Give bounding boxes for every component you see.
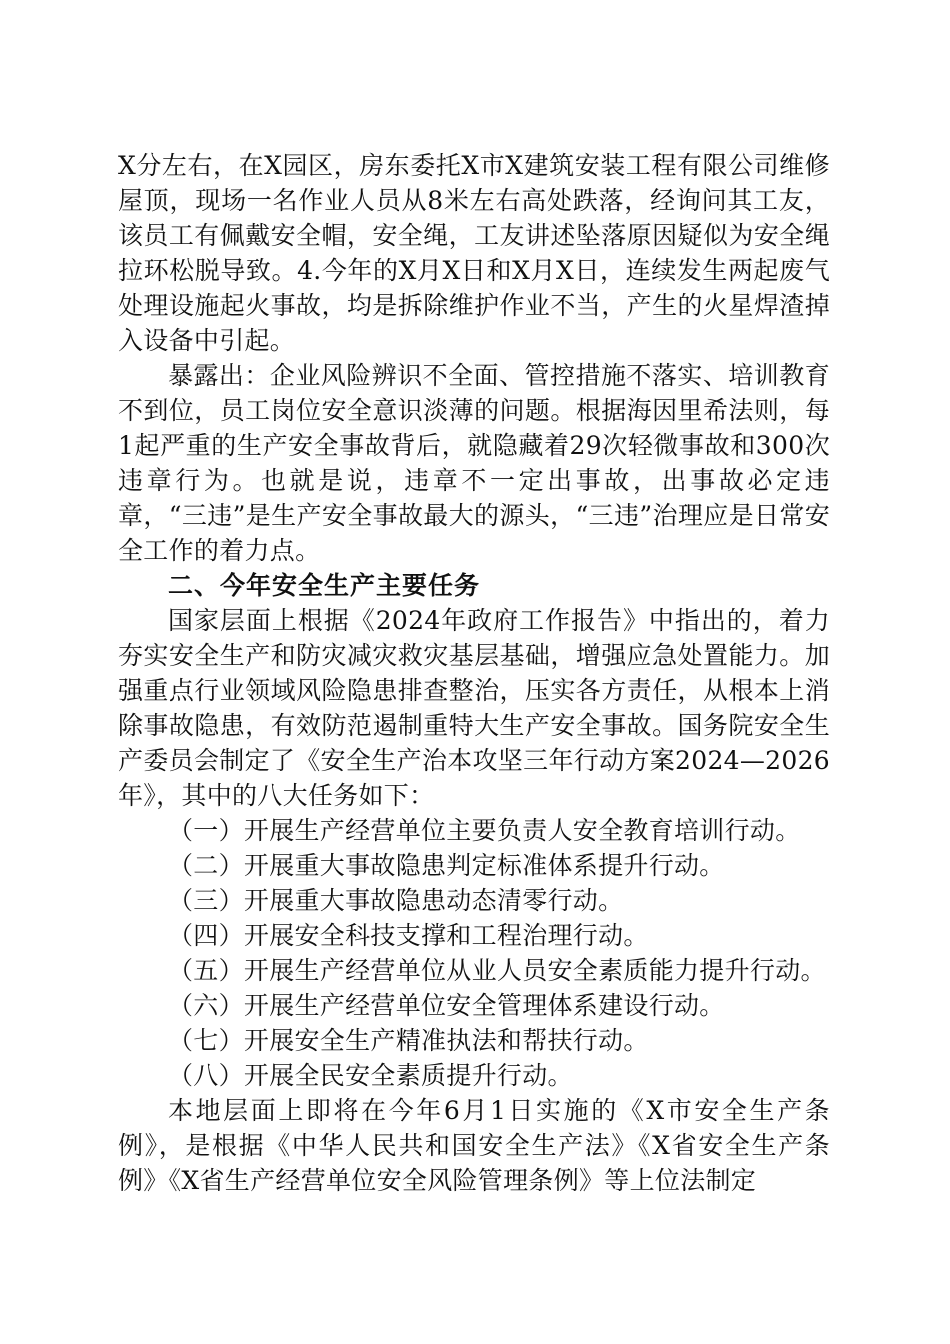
task-item-7: （七）开展安全生产精准执法和帮扶行动。 [168, 1026, 649, 1055]
document-body [118, 148, 830, 1198]
task-item-5: （五）开展生产经营单位从业人员安全素质能力提升行动。 [168, 956, 826, 985]
task-item-3: （三）开展重大事故隐患动态清零行动。 [168, 886, 624, 915]
intro-paragraph: 国家层面上根据《2024年政府工作报告》中指出的，着力夯实安全生产和防灾减灾救灾基层基础，增强应急处置能力。加强重点行业领域风险隐患排查整治，压实各方责任，从根本上消除事故隐患，有效防范遏制重特大生产安全事故。国务院安全生产委员会制定了《安全生产治本攻坚三年行动方案2024—2026年》，其中的八大任务如下： [118, 606, 830, 810]
exposure-paragraph: 暴露出：企业风险辨识不全面、管控措施不落实、培训教育不到位，员工岗位安全意识淡薄的问题。根据海因里希法则，每1起严重的生产安全事故背后，就隐藏着29次轻微事故和300次违章行为。也就是说，违章不一定出事故，出事故必定违章，“三违”是生产安全事故最大的源头，“三违”治理应是日常安全工作的着力点。 [118, 361, 831, 565]
section-heading: 二、今年安全生产主要任务 [168, 571, 481, 600]
task-item-6: （六）开展生产经营单位安全管理体系建设行动。 [168, 991, 725, 1020]
task-item-4: （四）开展安全科技支撑和工程治理行动。 [168, 921, 649, 950]
task-item-2: （二）开展重大事故隐患判定标准体系提升行动。 [168, 851, 725, 880]
closing-paragraph: 本地层面上即将在今年6月1日实施的《X市安全生产条例》，是根据《中华人民共和国安全生产法》《X省安全生产条例》《X省生产经营单位安全风险管理条例》等上位法制定 [118, 1096, 830, 1195]
accident-paragraph: X分左右，在X园区，房东委托X市X建筑安装工程有限公司维修屋顶，现场一名作业人员从8米左右高处跌落，经询问其工友，该员工有佩戴安全帽，安全绳，工友讲述坠落原因疑似为安全绳拉环松脱导致。4.今年的X月X日和X月X日，连续发生两起废气处理设施起火事故，均是拆除维护作业不当，产生的火星焊渣掉入设备中引起。 [118, 151, 830, 355]
task-item-1: （一）开展生产经营单位主要负责人安全教育培训行动。 [168, 816, 801, 845]
task-item-8: （八）开展全民安全素质提升行动。 [168, 1061, 573, 1090]
